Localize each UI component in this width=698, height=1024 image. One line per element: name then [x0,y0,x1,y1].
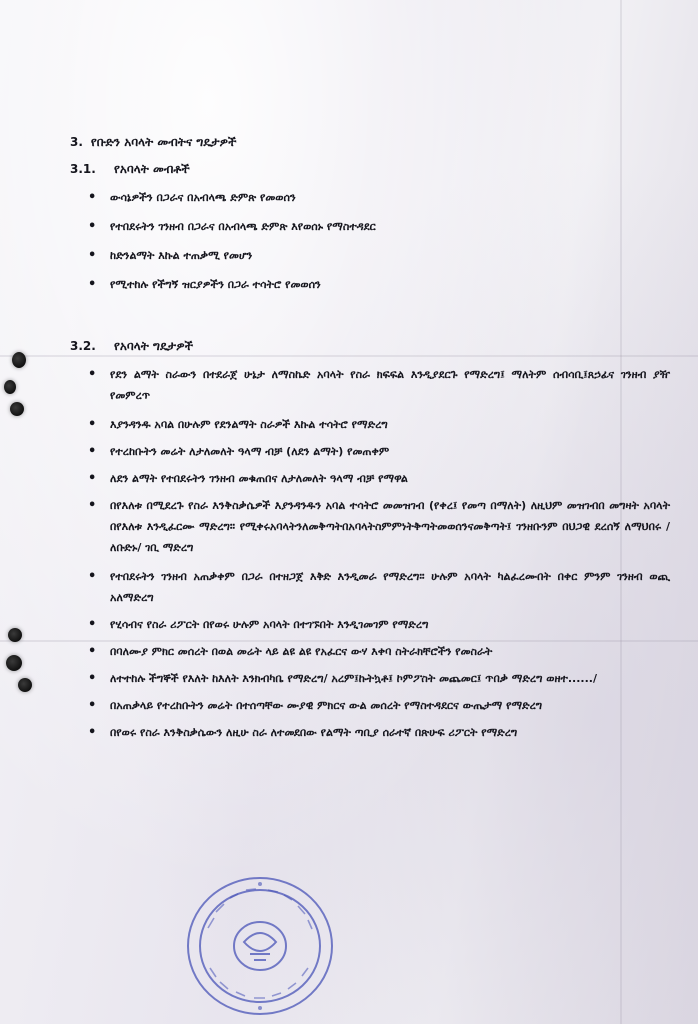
list-item: • የሚተከሉ የችግኝ ዝርያዎችን በጋራ ተሳትሮ የመወሰን [88,274,670,295]
official-seal [180,868,340,1022]
list-item: • በባለሙያ ምክር መሰረት በወል መሬት ላይ ልዩ ልዩ የአፈርና ውሃ እቀባ ስትራክቸሮችን የመስራት [88,641,670,662]
subsection-title: የአባላት መብቶች [114,162,190,176]
list-item: • ለተተከሉ ችግኞች የእለት ከእለት እንክብካቤ የማድረግ/ አረም፤ኩትኳቶ፤ ኮምፖስት መጨመር፤ ጥበቃ ማድረግ ወዘተ....../ [88,668,670,689]
subsection-heading [70,339,670,354]
duties-list [70,364,670,743]
subsection-title: የአባላት ግዴታዎች [114,339,194,353]
subsection-number: 3.1. [70,162,96,176]
list-item: • የተበደሩትን ገንዘብ በጋራና በአብላጫ ድምጽ እየወሰኑ የማስተዳደር [88,216,670,237]
seal-stamp-graphic [180,868,340,1018]
list-item: • የተበደሩትን ገንዘብ አጠቃቀም በጋራ በተዘጋጀ እቅድ እንዲመራ የማድረግ። ሁሉም አባላት ካልፈረሙበት በቀር ምንም ገንዘብ ወጪ አለማድረግ [88,566,670,608]
section-number: 3. [70,135,83,149]
punch-hole [10,402,24,416]
list-item: • በየእለቱ በሚደረጉ የስራ እንቅስቃሴዎች እያንዳንዱን አባል ተሳትሮ መመዝገብ (የቀረ፤ የመጣ በማለት) ለዚህም መዝገብበ መግዛት አባላት በየእለቱ እንዲፈርሙ ማድረግ። የሚቀሩአባላትንለመቅጣትበአባላትስምምነትቅጣትመወሰንናመቅጣት፤ ገንዘቡንም በህጋዊ ደረሰኝ ለማህበሩ /ለቡድኑ/ ገቢ ማድረግ [88,495,670,558]
document-body [70,135,670,769]
list-item: • የተረከቡትን መሬት ለታለመለት ዓላማ ብቻ (ለደን ልማት) የመጠቀም [88,441,670,462]
punch-hole [6,655,22,671]
subsection-number: 3.2. [70,339,96,353]
punch-hole [18,678,32,692]
section-heading [70,135,670,150]
subsection-heading [70,162,670,177]
punch-hole [12,352,26,368]
rights-list [70,187,670,295]
list-item: • በአጠቃላይ የተረከቡትን መሬት በተሰጣቸው ሙያዊ ምክርና ውል መሰረት የማስተዳደርና ውጤታማ የማድረግ [88,695,670,716]
list-item: • እያንዳንዱ አባል በሁሉም የደንልማት ስራዎች እኩል ተሳትሮ የማድረግ [88,414,670,435]
punch-hole [8,628,22,642]
list-item: • ለደን ልማት የተበደሩትን ገንዘብ መቁጠበና ለታለመለት ዓላማ ብቻ የማዋል [88,468,670,489]
punch-hole [4,380,16,394]
list-item: • ከድንልማት እኩል ተጠቃሚ የመሆን [88,245,670,266]
list-item: • በየወሩ የስራ እንቅስቃሴውን ለዚሁ ስራ ለተመደበው የልማት ጣቢያ ሰራተኛ በጽሁፍ ሪፖርት የማድረግ [88,722,670,743]
list-item: • የሂሳብና የስራ ሪፖርት በየወሩ ሁሉም አባላት በተገኙበት እንዲገመገም የማድረግ [88,614,670,635]
list-item: • ውሳኔዎችን በጋራና በአብላጫ ድምጽ የመወሰን [88,187,670,208]
list-item: • የደን ልማት ስራውን በተደራጀ ሁኔታ ለማስኬድ አባላት የስራ ክፍፍል እንዲያደርጉ የማድረግ፤ ማለትም ሰብሳቢ፤ጸኃፊና ገንዘብ ያዥ የመምረጥ [88,364,670,406]
section-title: የቡድን አባላት መብትና ግዴታዎች [90,135,237,149]
